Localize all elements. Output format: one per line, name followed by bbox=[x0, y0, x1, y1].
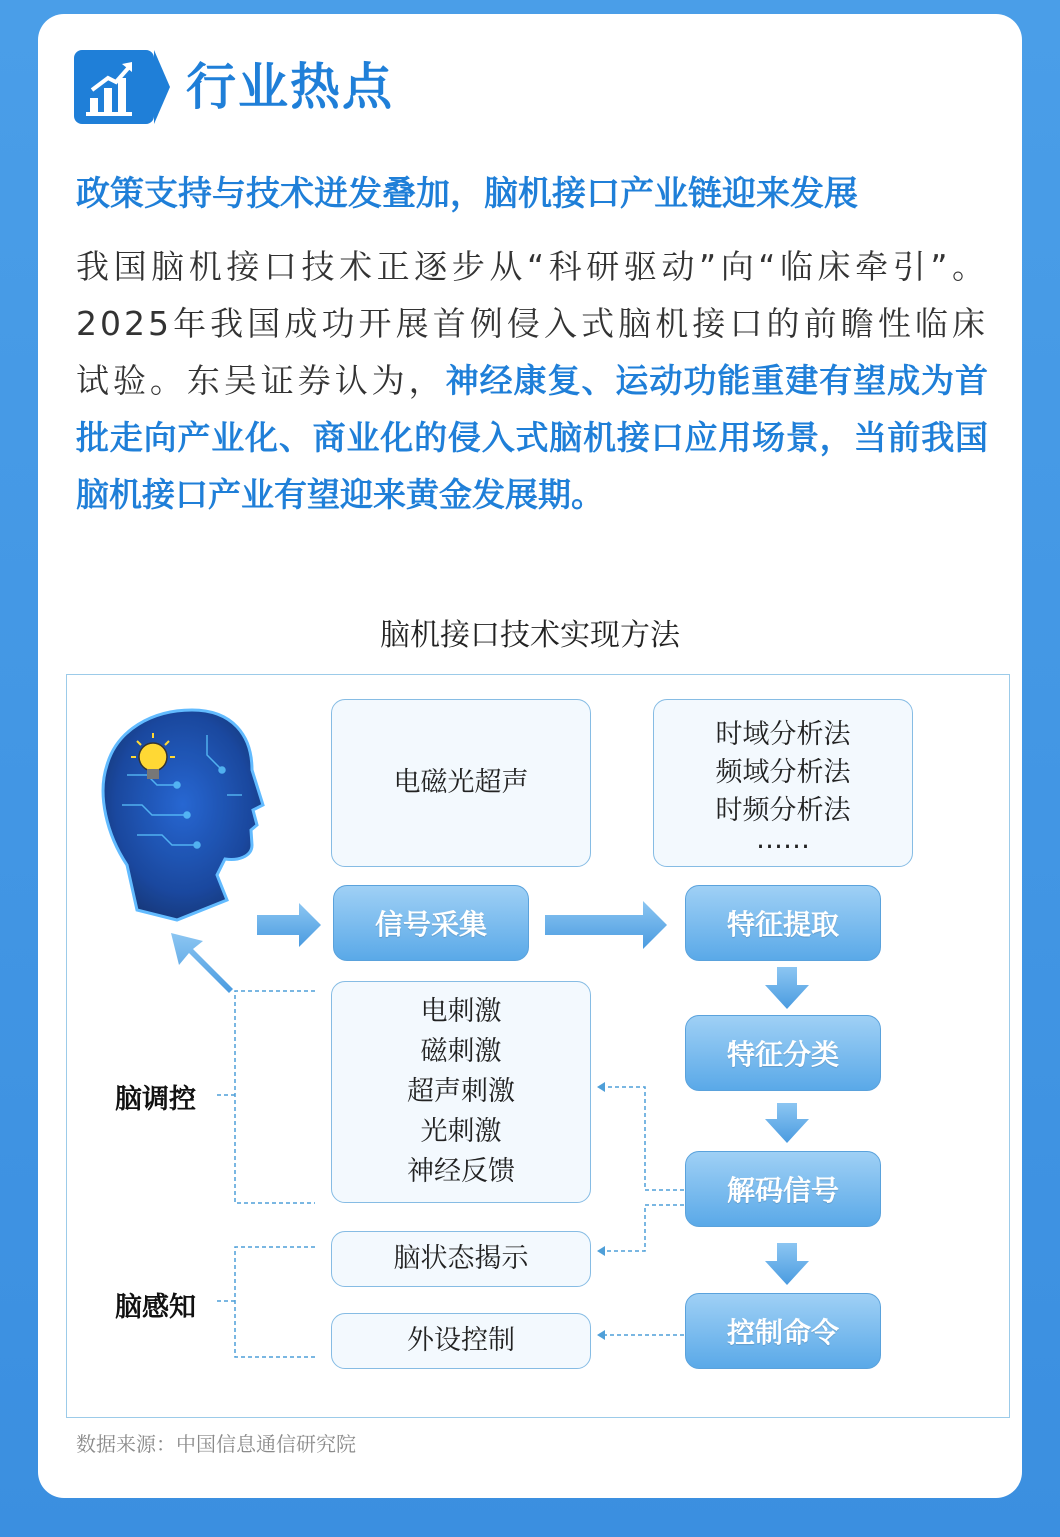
analysis-method: …… bbox=[756, 824, 810, 855]
paragraph-text: 我国脑机接口技术正逐步从“科研驱动”向“临床牵引”。 2025年我国成功开展首例侵入式脑机接口的前瞻性临床试验。东吴证券认为， bbox=[76, 247, 988, 400]
step-acquire: 信号采集 bbox=[333, 885, 529, 961]
signal-types-box bbox=[331, 699, 591, 867]
arrow-down-3 bbox=[765, 1243, 809, 1285]
bar-chart-up-icon bbox=[74, 50, 154, 124]
stimulation-item: 磁刺激 bbox=[420, 1036, 502, 1067]
arrow-to-acquire bbox=[257, 903, 321, 947]
signal-types-text: 电磁光超声 bbox=[393, 767, 529, 798]
step-decode: 解码信号 bbox=[685, 1151, 881, 1227]
analysis-methods-box bbox=[653, 699, 913, 867]
section-title: 行业热点 bbox=[186, 58, 394, 116]
stimulation-item: 神经反馈 bbox=[407, 1156, 515, 1187]
label-brain-modulation: 脑调控 bbox=[115, 1084, 196, 1115]
body-paragraph bbox=[76, 238, 988, 523]
stimulation-item: 超声刺激 bbox=[407, 1076, 515, 1107]
paragraph-highlight: 神经康复、运动功能重建有望成为首批走向产业化、商业化的侵入式脑机接口应用场景，当前我国脑机接口产业有望迎来黄金发展期。 bbox=[76, 361, 989, 514]
peripheral-control-box bbox=[331, 1313, 591, 1369]
figure-title: 脑机接口技术实现方法 bbox=[380, 618, 680, 653]
section-badge bbox=[74, 50, 154, 124]
step-extract: 特征提取 bbox=[685, 885, 881, 961]
analysis-method: 频域分析法 bbox=[715, 757, 851, 788]
step-classify: 特征分类 bbox=[685, 1015, 881, 1091]
peripheral-control-text: 外设控制 bbox=[407, 1325, 515, 1356]
analysis-method: 时域分析法 bbox=[715, 719, 851, 750]
badge-arrow-tail bbox=[154, 50, 170, 124]
stimulation-item: 光刺激 bbox=[420, 1116, 502, 1147]
arrow-to-head bbox=[171, 933, 233, 993]
step-command: 控制命令 bbox=[685, 1293, 881, 1369]
arrow-to-extract bbox=[545, 901, 667, 949]
stimulation-box bbox=[331, 981, 591, 1203]
headline: 政策支持与技术迸发叠加，脑机接口产业链迎来发展 bbox=[76, 174, 858, 214]
arrow-down-1 bbox=[765, 967, 809, 1009]
brain-head-illustration bbox=[103, 710, 263, 920]
data-source: 数据来源：中国信息通信研究院 bbox=[76, 1432, 356, 1456]
bci-diagram bbox=[66, 674, 1010, 1418]
stimulation-item: 电刺激 bbox=[420, 996, 502, 1027]
arrow-down-2 bbox=[765, 1103, 809, 1143]
content-card bbox=[38, 14, 1022, 1498]
brain-state-text: 脑状态揭示 bbox=[393, 1243, 529, 1274]
brain-state-box bbox=[331, 1231, 591, 1287]
label-brain-perception: 脑感知 bbox=[115, 1292, 196, 1323]
analysis-method: 时频分析法 bbox=[715, 795, 851, 826]
